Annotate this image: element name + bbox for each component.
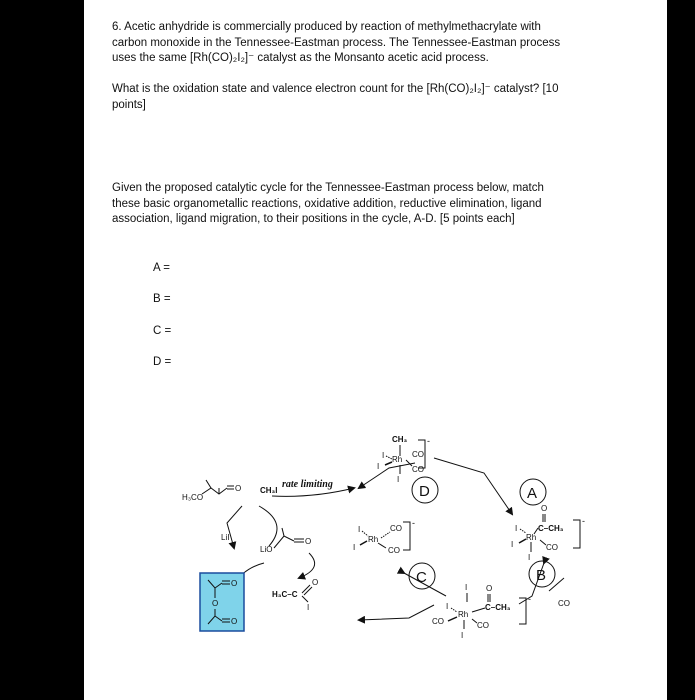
oxidation-state-question bbox=[112, 82, 652, 113]
question-6-paragraph bbox=[112, 20, 652, 67]
iodide-label: I bbox=[382, 451, 385, 460]
arrow-to-top bbox=[359, 463, 415, 488]
iodide-label: I bbox=[465, 583, 468, 592]
oxygen-label: O bbox=[212, 599, 219, 608]
acetyl-iodide bbox=[272, 578, 318, 612]
svg-text:C: C bbox=[416, 569, 427, 586]
oxygen-label: O bbox=[231, 617, 238, 626]
lithium-iodide-label: LiI bbox=[221, 533, 230, 542]
oxidation-question-line-2: points] bbox=[112, 98, 146, 111]
answer-c-label: C = bbox=[153, 325, 172, 337]
svg-text:-: - bbox=[582, 516, 585, 526]
answer-a-label: A = bbox=[153, 262, 170, 274]
iodide-label: I bbox=[307, 603, 310, 612]
carbonyl-label: CO bbox=[546, 543, 558, 552]
answer-b-label: B = bbox=[153, 293, 171, 305]
iodide-label: I bbox=[377, 462, 380, 471]
svg-text:A: A bbox=[527, 485, 538, 502]
oxygen-label: O bbox=[541, 504, 548, 513]
carbonyl-label: CO bbox=[477, 621, 489, 630]
question-6-line-2: carbon monoxide in the Tennessee-Eastman process. The Tennessee-Eastman process bbox=[112, 36, 561, 49]
catalytic-cycle-question bbox=[112, 181, 652, 228]
arrow-a bbox=[434, 458, 512, 514]
rh-acyl-iodide-complex bbox=[432, 583, 531, 640]
svg-text:D: D bbox=[419, 483, 430, 500]
oxygen-label: O bbox=[235, 484, 242, 493]
acyl-carbon-label: C–CH₃ bbox=[485, 603, 511, 612]
co-addition-arrow bbox=[549, 578, 564, 591]
carbonyl-label: CO bbox=[388, 546, 400, 555]
document-page bbox=[84, 0, 667, 700]
iodide-label: I bbox=[515, 524, 518, 533]
question-6-line-1: Acetic anhydride is commercially produced by reaction of methylmethacrylate with bbox=[124, 21, 541, 33]
position-a bbox=[520, 479, 546, 505]
question-6-line-3: uses the same [Rh(CO)₂I₂]⁻ catalyst as the Monsanto acetic acid process. bbox=[112, 52, 489, 64]
oxidation-question-line-1: What is the oxidation state and valence electron count for the [Rh(CO)₂I₂]⁻ catalyst? [10 bbox=[112, 83, 559, 95]
iodide-label: I bbox=[353, 543, 356, 552]
carbonyl-label: CO bbox=[432, 617, 444, 626]
carbonyl-label: CO bbox=[390, 524, 402, 533]
arrow-release bbox=[359, 605, 434, 620]
svg-text:-: - bbox=[528, 594, 531, 604]
rh-acyl-complex bbox=[511, 504, 585, 562]
rate-limiting-label: rate limiting bbox=[282, 479, 333, 490]
oxygen-label: O bbox=[312, 578, 319, 587]
methyl-group-label: CH₃ bbox=[392, 435, 408, 444]
iodide-label: I bbox=[511, 540, 514, 549]
svg-text:B: B bbox=[536, 567, 547, 584]
rh-methyl-complex bbox=[377, 435, 430, 484]
acetate-arrow bbox=[299, 553, 315, 578]
lithium-acetate bbox=[260, 528, 311, 554]
co-reagent-label: CO bbox=[558, 599, 570, 608]
question-number: 6. bbox=[112, 21, 122, 33]
oxygen-label: O bbox=[486, 584, 493, 593]
methyl-acetate-label: H₃CO bbox=[182, 493, 204, 502]
rhodium-label: Rh bbox=[368, 535, 379, 544]
rh-catalyst-complex bbox=[353, 518, 415, 555]
iodide-label: I bbox=[461, 631, 464, 640]
carbonyl-label: CO bbox=[412, 450, 424, 459]
oxygen-label: O bbox=[231, 579, 238, 588]
answer-d-label: D = bbox=[153, 356, 172, 368]
iodide-label: I bbox=[528, 553, 531, 562]
position-b bbox=[529, 561, 555, 587]
iodide-label: I bbox=[397, 475, 400, 484]
svg-text:-: - bbox=[427, 436, 430, 446]
position-c bbox=[409, 563, 435, 589]
acetyl-iodide-label: H₃C–C bbox=[272, 590, 298, 599]
iodide-label: I bbox=[358, 525, 361, 534]
oxygen-label: O bbox=[305, 537, 312, 546]
rhodium-label: Rh bbox=[458, 610, 469, 619]
acetic-anhydride-box bbox=[200, 573, 244, 631]
position-d bbox=[412, 477, 438, 503]
cycle-question-line-3: association, ligand migration, to their positions in the cycle, A-D. [5 points each] bbox=[112, 213, 515, 225]
carbonyl-label: CO bbox=[412, 465, 424, 474]
rhodium-label: Rh bbox=[392, 455, 403, 464]
methyl-iodide-label: CH₃I bbox=[260, 486, 278, 495]
lithium-acetate-label: LiO bbox=[260, 545, 273, 554]
cycle-curve bbox=[259, 506, 277, 546]
acyl-carbon-label: C–CH₃ bbox=[538, 524, 564, 533]
svg-text:-: - bbox=[412, 518, 415, 528]
cycle-question-line-1: Given the proposed catalytic cycle for the Tennessee-Eastman process below, match bbox=[112, 182, 544, 194]
rhodium-label: Rh bbox=[526, 533, 537, 542]
iodide-label: I bbox=[446, 602, 449, 611]
methyl-acetate bbox=[182, 480, 241, 502]
catalytic-cycle-scheme bbox=[134, 428, 664, 643]
cycle-question-line-2: these basic organometallic reactions, oxidative addition, reductive elimination, ligand bbox=[112, 197, 542, 210]
